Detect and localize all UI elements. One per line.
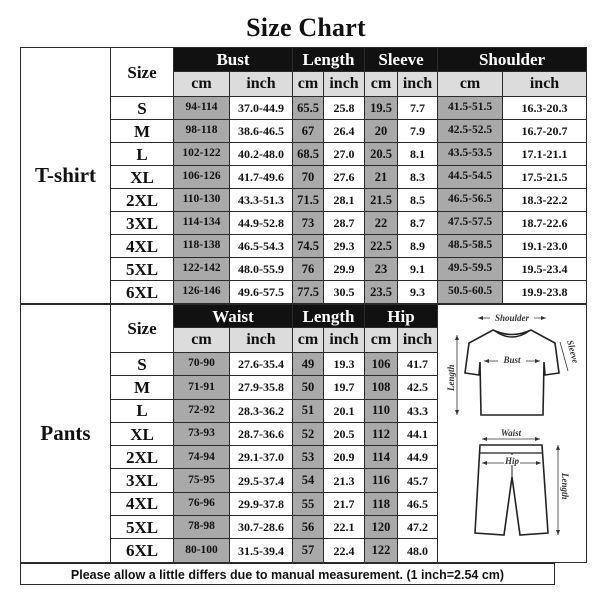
value-cell: 23: [365, 258, 398, 281]
value-cell: 44.5-54.5: [438, 166, 503, 189]
tshirt-unit-header: inch: [398, 72, 438, 97]
size-cell: L: [111, 399, 174, 422]
pants-unit-header: cm: [293, 328, 324, 353]
value-cell: 46.5-54.3: [230, 235, 293, 258]
value-cell: 74.5: [293, 235, 324, 258]
value-cell: 22.4: [324, 539, 365, 562]
value-cell: 53: [293, 446, 324, 469]
value-cell: 43.3-51.3: [230, 189, 293, 212]
tshirt-header-row: [21, 48, 587, 72]
value-cell: 73-93: [174, 422, 230, 445]
size-cell: 2XL: [111, 446, 174, 469]
value-cell: 80-100: [174, 539, 230, 562]
tshirt-size-header: Size: [111, 48, 174, 97]
value-cell: 114: [365, 446, 398, 469]
value-cell: 43.3: [398, 399, 438, 422]
value-cell: 120: [365, 516, 398, 539]
value-cell: 9.1: [398, 258, 438, 281]
pants-size-table: [20, 304, 587, 563]
size-cell: 4XL: [111, 235, 174, 258]
value-cell: 108: [365, 376, 398, 399]
size-cell: XL: [111, 166, 174, 189]
size-cell: M: [111, 120, 174, 143]
value-cell: 7.7: [398, 97, 438, 120]
value-cell: 49.6-57.5: [230, 281, 293, 304]
value-cell: 43.5-53.5: [438, 143, 503, 166]
pants-column-header: Length: [293, 305, 365, 328]
value-cell: 49: [293, 353, 324, 376]
value-cell: 19.1-23.0: [503, 235, 587, 258]
value-cell: 23.5: [365, 281, 398, 304]
value-cell: 29.3: [324, 235, 365, 258]
value-cell: 122-142: [174, 258, 230, 281]
value-cell: 17.5-21.5: [503, 166, 587, 189]
value-cell: 21: [365, 166, 398, 189]
size-cell: 5XL: [111, 516, 174, 539]
tshirt-unit-header: inch: [503, 72, 587, 97]
value-cell: 28.7-36.6: [230, 422, 293, 445]
size-cell: S: [111, 353, 174, 376]
value-cell: 19.7: [324, 376, 365, 399]
value-cell: 50: [293, 376, 324, 399]
value-cell: 122: [365, 539, 398, 562]
tshirt-column-header: Sleeve: [365, 48, 438, 72]
hip-label: Hip: [504, 456, 520, 466]
shirt-length-label: Length: [446, 364, 456, 391]
value-cell: 8.9: [398, 235, 438, 258]
value-cell: 19.3: [324, 353, 365, 376]
value-cell: 67: [293, 120, 324, 143]
value-cell: 22.1: [324, 516, 365, 539]
value-cell: 102-122: [174, 143, 230, 166]
value-cell: 57: [293, 539, 324, 562]
tshirt-icon: [465, 330, 559, 415]
value-cell: 8.7: [398, 212, 438, 235]
value-cell: 18.7-22.6: [503, 212, 587, 235]
measurement-diagram: [438, 305, 587, 563]
value-cell: 48.5-58.5: [438, 235, 503, 258]
pants-length-label: Length: [560, 473, 570, 500]
value-cell: 56: [293, 516, 324, 539]
value-cell: 8.3: [398, 166, 438, 189]
value-cell: 41.7: [398, 353, 438, 376]
value-cell: 44.9: [398, 446, 438, 469]
pants-header-row: [21, 305, 587, 328]
size-cell: 2XL: [111, 189, 174, 212]
tshirt-group-label: T-shirt: [21, 48, 111, 304]
value-cell: 110: [365, 399, 398, 422]
value-cell: 22: [365, 212, 398, 235]
shoulder-label: Shoulder: [494, 313, 530, 323]
value-cell: 42.5-52.5: [438, 120, 503, 143]
tshirt-unit-header: cm: [438, 72, 503, 97]
value-cell: 114-134: [174, 212, 230, 235]
garment-diagram-illustration: [438, 305, 585, 560]
pants-column-header: Waist: [174, 305, 293, 328]
tshirt-unit-header: cm: [293, 72, 324, 97]
size-cell: 3XL: [111, 469, 174, 492]
value-cell: 46.5: [398, 492, 438, 515]
value-cell: 71-91: [174, 376, 230, 399]
pants-column-header: Hip: [365, 305, 438, 328]
value-cell: 38.6-46.5: [230, 120, 293, 143]
pants-unit-header: inch: [324, 328, 365, 353]
value-cell: 29.5-37.4: [230, 469, 293, 492]
pants-unit-header: cm: [365, 328, 398, 353]
size-cell: 3XL: [111, 212, 174, 235]
tshirt-unit-header: cm: [174, 72, 230, 97]
pants-unit-header: cm: [174, 328, 230, 353]
value-cell: 70: [293, 166, 324, 189]
pants-size-header: Size: [111, 305, 174, 353]
size-cell: L: [111, 143, 174, 166]
value-cell: 98-118: [174, 120, 230, 143]
value-cell: 116: [365, 469, 398, 492]
value-cell: 30.7-28.6: [230, 516, 293, 539]
value-cell: 9.3: [398, 281, 438, 304]
value-cell: 70-90: [174, 353, 230, 376]
value-cell: 26.4: [324, 120, 365, 143]
value-cell: 74-94: [174, 446, 230, 469]
tshirt-unit-header: cm: [365, 72, 398, 97]
value-cell: 18.3-22.2: [503, 189, 587, 212]
value-cell: 51: [293, 399, 324, 422]
value-cell: 29.9-37.8: [230, 492, 293, 515]
sleeve-label: Sleeve: [565, 338, 581, 365]
value-cell: 110-130: [174, 189, 230, 212]
value-cell: 21.5: [365, 189, 398, 212]
value-cell: 28.1: [324, 189, 365, 212]
value-cell: 27.6-35.4: [230, 353, 293, 376]
value-cell: 29.9: [324, 258, 365, 281]
value-cell: 29.1-37.0: [230, 446, 293, 469]
value-cell: 118: [365, 492, 398, 515]
size-cell: M: [111, 376, 174, 399]
value-cell: 20.5: [365, 143, 398, 166]
value-cell: 49.5-59.5: [438, 258, 503, 281]
value-cell: 78-98: [174, 516, 230, 539]
value-cell: 112: [365, 422, 398, 445]
value-cell: 65.5: [293, 97, 324, 120]
page-title: Size Chart: [246, 13, 366, 42]
value-cell: 20: [365, 120, 398, 143]
value-cell: 20.1: [324, 399, 365, 422]
measurement-note: Please allow a little differs due to manual measurement. (1 inch=2.54 cm): [20, 563, 555, 585]
tshirt-column-header: Shoulder: [438, 48, 587, 72]
value-cell: 19.5: [365, 97, 398, 120]
value-cell: 21.7: [324, 492, 365, 515]
size-cell: 5XL: [111, 258, 174, 281]
value-cell: 106-126: [174, 166, 230, 189]
value-cell: 16.3-20.3: [503, 97, 587, 120]
size-cell: 4XL: [111, 492, 174, 515]
value-cell: 8.5: [398, 189, 438, 212]
value-cell: 41.5-51.5: [438, 97, 503, 120]
value-cell: 47.2: [398, 516, 438, 539]
value-cell: 44.9-52.8: [230, 212, 293, 235]
value-cell: 7.9: [398, 120, 438, 143]
value-cell: 73: [293, 212, 324, 235]
value-cell: 118-138: [174, 235, 230, 258]
value-cell: 42.5: [398, 376, 438, 399]
value-cell: 47.5-57.5: [438, 212, 503, 235]
value-cell: 41.7-49.6: [230, 166, 293, 189]
value-cell: 27.9-35.8: [230, 376, 293, 399]
value-cell: 50.5-60.5: [438, 281, 503, 304]
value-cell: 27.6: [324, 166, 365, 189]
value-cell: 27.0: [324, 143, 365, 166]
tshirt-unit-header: inch: [230, 72, 293, 97]
value-cell: 46.5-56.5: [438, 189, 503, 212]
value-cell: 72-92: [174, 399, 230, 422]
size-cell: XL: [111, 422, 174, 445]
value-cell: 52: [293, 422, 324, 445]
tshirt-column-header: Length: [293, 48, 365, 72]
value-cell: 45.7: [398, 469, 438, 492]
size-cell: 6XL: [111, 281, 174, 304]
value-cell: 40.2-48.0: [230, 143, 293, 166]
value-cell: 77.5: [293, 281, 324, 304]
pants-unit-header: inch: [398, 328, 438, 353]
value-cell: 20.9: [324, 446, 365, 469]
tshirt-size-table: [20, 47, 587, 304]
value-cell: 48.0: [398, 539, 438, 562]
value-cell: 106: [365, 353, 398, 376]
value-cell: 37.0-44.9: [230, 97, 293, 120]
size-cell: S: [111, 97, 174, 120]
value-cell: 22.5: [365, 235, 398, 258]
value-cell: 30.5: [324, 281, 365, 304]
value-cell: 19.5-23.4: [503, 258, 587, 281]
tshirt-column-header: Bust: [174, 48, 293, 72]
value-cell: 44.1: [398, 422, 438, 445]
tshirt-unit-header: inch: [324, 72, 365, 97]
value-cell: 16.7-20.7: [503, 120, 587, 143]
value-cell: 25.8: [324, 97, 365, 120]
value-cell: 126-146: [174, 281, 230, 304]
bust-label: Bust: [503, 355, 521, 365]
size-cell: 6XL: [111, 539, 174, 562]
value-cell: 54: [293, 469, 324, 492]
value-cell: 20.5: [324, 422, 365, 445]
value-cell: 68.5: [293, 143, 324, 166]
waist-label: Waist: [500, 428, 522, 438]
value-cell: 8.1: [398, 143, 438, 166]
value-cell: 28.7: [324, 212, 365, 235]
value-cell: 31.5-39.4: [230, 539, 293, 562]
value-cell: 71.5: [293, 189, 324, 212]
value-cell: 48.0-55.9: [230, 258, 293, 281]
pants-group-label: Pants: [21, 305, 111, 563]
value-cell: 21.3: [324, 469, 365, 492]
value-cell: 75-95: [174, 469, 230, 492]
value-cell: 94-114: [174, 97, 230, 120]
value-cell: 76-96: [174, 492, 230, 515]
pants-unit-header: inch: [230, 328, 293, 353]
value-cell: 55: [293, 492, 324, 515]
value-cell: 19.9-23.8: [503, 281, 587, 304]
value-cell: 28.3-36.2: [230, 399, 293, 422]
value-cell: 17.1-21.1: [503, 143, 587, 166]
value-cell: 76: [293, 258, 324, 281]
